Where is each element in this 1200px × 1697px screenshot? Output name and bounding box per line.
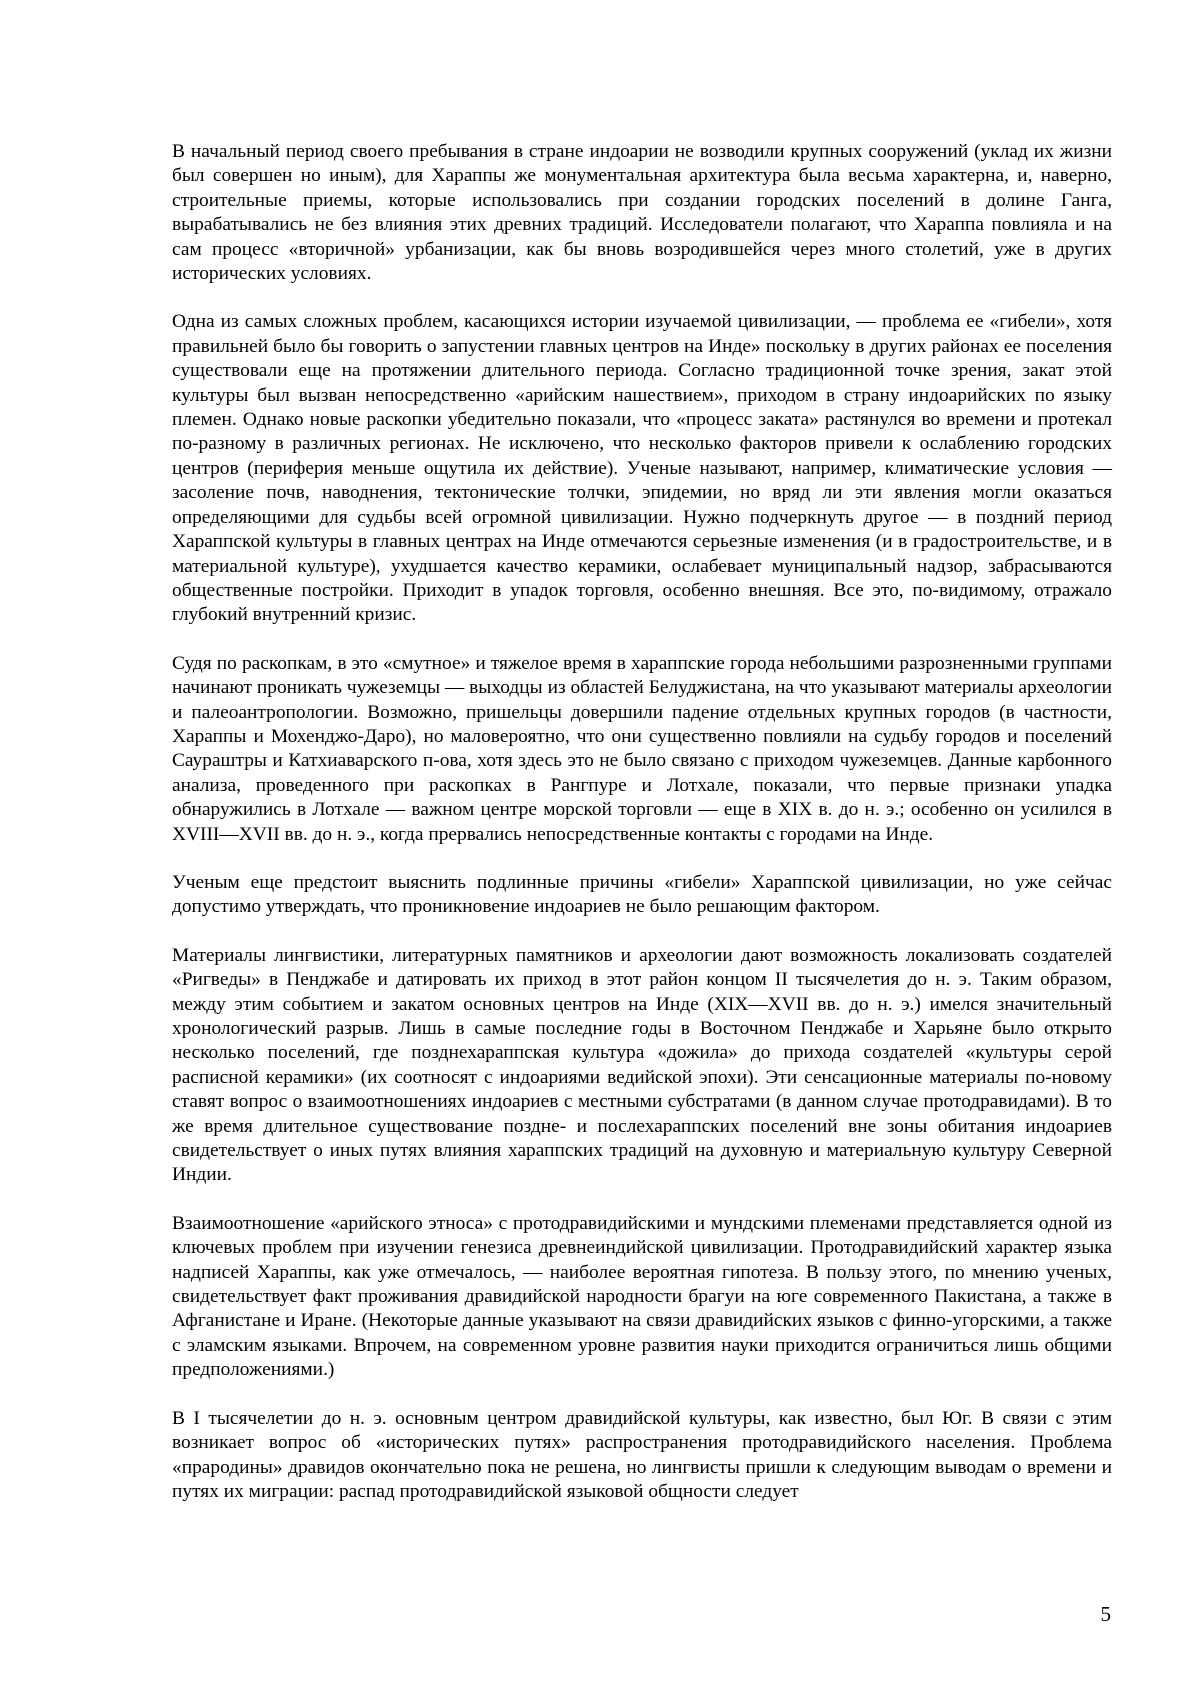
page-number: 5	[1100, 1602, 1111, 1626]
paragraph-2: Одна из самых сложных проблем, касающихся истории изучаемой цивилизации, — проблема ее «гибели», хотя правильней было бы говорить о запустении главных центров на Инде» поскольку в других районах ее поселения существовали еще на протяжении длительного периода. Согласно традиционной точке зрения, закат этой культуры был вызван непосредственно «арийским нашествием», приходом в страну индоарийских по языку племен. Однако новые раскопки убедительно показали, что «процесс заката» растянулся во времени и протекал по-разному в различных регионах. Не исключено, что несколько факторов привели к ослаблению городских центров (периферия меньше ощутила их действие). Ученые называют, например, климатические условия — засоление почв, наводнения, тектонические толчки, эпидемии, но вряд ли эти явления могли оказаться определяющими для судьбы всей огромной цивилизации. Нужно подчеркнуть другое — в поздний период Хараппской культуры в главных центрах на Инде отмечаются серьезные изменения (и в градостроительстве, и в материальной культуре), ухудшается качество керамики, ослабевает муниципальный надзор, забрасываются общественные постройки. Приходит в упадок торговля, особенно внешняя. Все это, по-видимому, отражало глубокий внутренний кризис.	[172, 311, 1112, 626]
paragraph-3: Судя по раскопкам, в это «смутное» и тяжелое время в хараппские города небольшими разрозненными группами начинают проникать чужеземцы — выходцы из областей Белуджистана, на что указывают материалы археологии и палеоантропологии. Возможно, пришельцы довершили падение отдельных крупных городов (в частности, Хараппы и Мохенджо-Даро), но маловероятно, что они существенно повлияли на судьбу городов и поселений Саураштры и Катхиаварского п-ова, хотя здесь это не было связано с приходом чужеземцев. Данные карбонного анализа, проведенного при раскопках в Рангпуре и Лотхале, показали, что первые признаки упадка обнаружились в Лотхале — важном центре морской торговли — еще в XIX в. до н. э.; особенно он усилился в XVIII—XVII вв. до н. э., когда прервались непосредственные контакты с городами на Инде.	[172, 652, 1112, 845]
paragraph-4: Ученым еще предстоит выяснить подлинные причины «гибели» Хараппской цивилизации, но уже сейчас допустимо утверждать, что проникновение индоариев не было решающим фактором.	[172, 871, 1112, 918]
paragraph-5: Материалы лингвистики, литературных памятников и археологии дают возможность локализовать создателей «Ригведы» в Пенджабе и датировать их приход в этот район концом II тысячелетия до н. э. Таким образом, между этим событием и закатом основных центров на Инде (XIX—XVII вв. до н. э.) имелся значительный хронологический разрыв. Лишь в самые последние годы в Восточном Пенджабе и Харьяне было открыто несколько поселений, где позднехараппская культура «дожила» до прихода создателей «культуры серой расписной керамики» (их соотносят с индоариями ведийской эпохи). Эти сенсационные материалы по-новому ставят вопрос о взаимоотношениях индоариев с местными субстратами (в данном случае протодравидами). В то же время длительное существование поздне- и послехараппских поселений вне зоны обитания индоариев свидетельствует о иных путях влияния хараппских традиций на духовную и материальную культуру Северной Индии.	[172, 944, 1112, 1186]
paragraph-7: В I тысячелетии до н. э. основным центром дравидийской культуры, как известно, был Юг. В связи с этим возникает вопрос об «исторических путях» распространения протодравидийского населения. Проблема «прародины» дравидов окончательно пока не решена, но лингвисты пришли к следующим выводам о времени и путях их миграции: распад протодравидийской языковой общности следует	[172, 1407, 1112, 1502]
paragraph-1: В начальный период своего пребывания в стране индоарии не возводили крупных сооружений (уклад их жизни был совершен но иным), для Хараппы же монументальная архитектура была весьма характерна, и, наверно, строительные приемы, которые использовались при создании городских поселений в долине Ганга, вырабатывались не без влияния этих древних традиций. Исследователи полагают, что Хараппа повлияла и на сам процесс «вторичной» урбанизации, как бы вновь возродившейся через много столетий, уже в других исторических условиях.	[172, 141, 1112, 285]
page-body	[172, 140, 1112, 1528]
paragraph-6: Взаимоотношение «арийского этноса» с протодравидийскими и мундскими племенами представляется одной из ключевых проблем при изучении генезиса древнеиндийской цивилизации. Протодравидийский характер языка надписей Хараппы, как уже отмечалось, — наиболее вероятная гипотеза. В пользу этого, по мнению ученых, свидетельствует факт проживания дравидийской народности брагуи на юге современного Пакистана, а также в Афганистане и Иране. (Некоторые данные указывают на связи дравидийских языков с финно-угорскими, а также с эламским языками. Впрочем, на современном уровне развития науки приходится ограничиться лишь общими предположениями.)	[172, 1212, 1112, 1381]
